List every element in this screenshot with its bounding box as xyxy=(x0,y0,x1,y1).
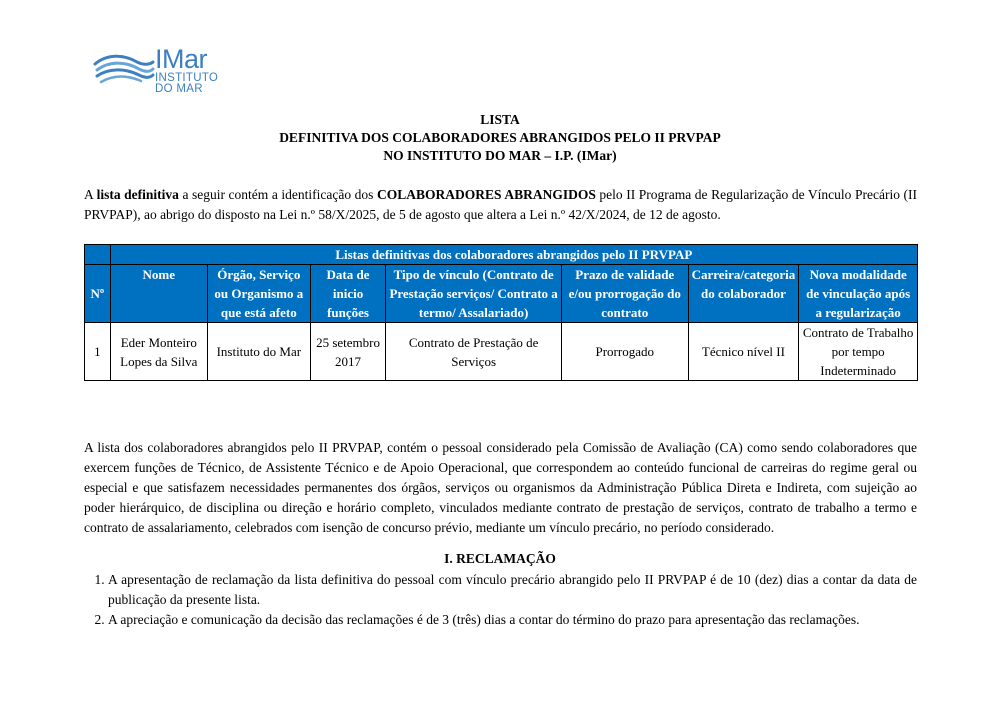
header-orgao: Órgão, Serviço ou Organismo a que está afeto xyxy=(207,265,310,323)
cell-tipo: Contrato de Prestação de Serviços xyxy=(386,323,562,381)
table-band-spacer xyxy=(85,245,111,265)
intro-text-c: pelo II Programa de Regularização de Vínculo Precário (II PRVPAP), ao abrigo do disposto na Lei n.º 58/X/2025, de 5 de agosto que altera a Lei n.º 42/X/2024, de 12 de agosto. xyxy=(84,187,917,222)
header-nova: Nova modalidade de vinculação após a regularização xyxy=(799,265,918,323)
cell-data: 25 setembro 2017 xyxy=(310,323,386,381)
cell-num: 1 xyxy=(85,323,111,381)
cell-orgao: Instituto do Mar xyxy=(207,323,310,381)
header-tipo: Tipo de vínculo (Contrato de Prestação serviços/ Contrato a termo/ Assalariado) xyxy=(386,265,562,323)
intro-paragraph xyxy=(84,185,917,225)
table-band-title: Listas definitivas dos colaboradores abrangidos pelo II PRVPAP xyxy=(110,245,917,265)
logo-main: IMar xyxy=(155,44,207,74)
list-item: 2. A apreciação e comunicação da decisão das reclamações é de 3 (três) dias a contar do término do prazo para apresentação das reclamações. xyxy=(108,610,917,630)
title-line-3: NO INSTITUTO DO MAR – I.P. (IMar) xyxy=(383,148,617,163)
table-row xyxy=(85,323,918,381)
title-line-2: DEFINITIVA DOS COLABORADORES ABRANGIDOS PELO II PRVPAP xyxy=(279,130,721,145)
section-heading: I. RECLAMAÇÃO xyxy=(444,551,556,566)
imar-logo xyxy=(93,46,243,96)
intro-text-a: A xyxy=(84,187,97,202)
fish-wave-icon xyxy=(93,50,155,90)
logo-sub-1: INSTITUTO xyxy=(155,72,219,84)
header-prazo: Prazo de validade e/ou prorrogação do contrato xyxy=(561,265,688,323)
cell-nome: Eder Monteiro Lopes da Silva xyxy=(110,323,207,381)
header-num: Nº xyxy=(85,265,111,323)
document-title xyxy=(0,111,1000,165)
cell-carreira: Técnico nível II xyxy=(688,323,799,381)
cell-prazo: Prorrogado xyxy=(561,323,688,381)
logo-sub-2: DO MAR xyxy=(155,83,203,95)
header-carreira: Carreira/categoria do colaborador xyxy=(688,265,799,323)
body-paragraph: A lista dos colaboradores abrangidos pelo II PRVPAP, contém o pessoal considerado pela Comissão de Avaliação (CA) como sendo colaboradores que exercem funções de Técnico, de Assistente Técnico e de Apoio Operacional, que correspondem ao conteúdo funcional de carreiras do regime geral ou especial e que satisfazem necessidades permanentes dos órgãos, serviços ou organismos da Administração Pública Direta e Indireta, com sujeição ao poder hierárquico, de disciplina ou direção e horário completo, vinculados mediante contrato de prestação de serviços, contrato de trabalho a termo e contrato de assalariamento, celebrados com isenção de concurso prévio, mediante um vínculo precário, no período considerado. xyxy=(84,440,917,535)
header-data: Data de inicio funções xyxy=(310,265,386,323)
collaborators-table xyxy=(84,244,918,381)
logo-text xyxy=(155,46,218,95)
intro-text-b: a seguir contém a identificação dos xyxy=(178,187,377,202)
intro-bold-a: lista definitiva xyxy=(96,187,179,202)
cell-nova: Contrato de Trabalho por tempo Indeterminado xyxy=(799,323,918,381)
reclamation-list xyxy=(84,570,917,630)
header-nome: Nome xyxy=(110,265,207,323)
title-line-1: LISTA xyxy=(480,112,520,127)
intro-bold-b: COLABORADORES ABRANGIDOS xyxy=(376,187,596,202)
list-item: 1. A apresentação de reclamação da lista definitiva do pessoal com vínculo precário abrangido pelo II PRVPAP é de 10 (dez) dias a contar da data de publicação da presente lista. xyxy=(108,570,917,610)
